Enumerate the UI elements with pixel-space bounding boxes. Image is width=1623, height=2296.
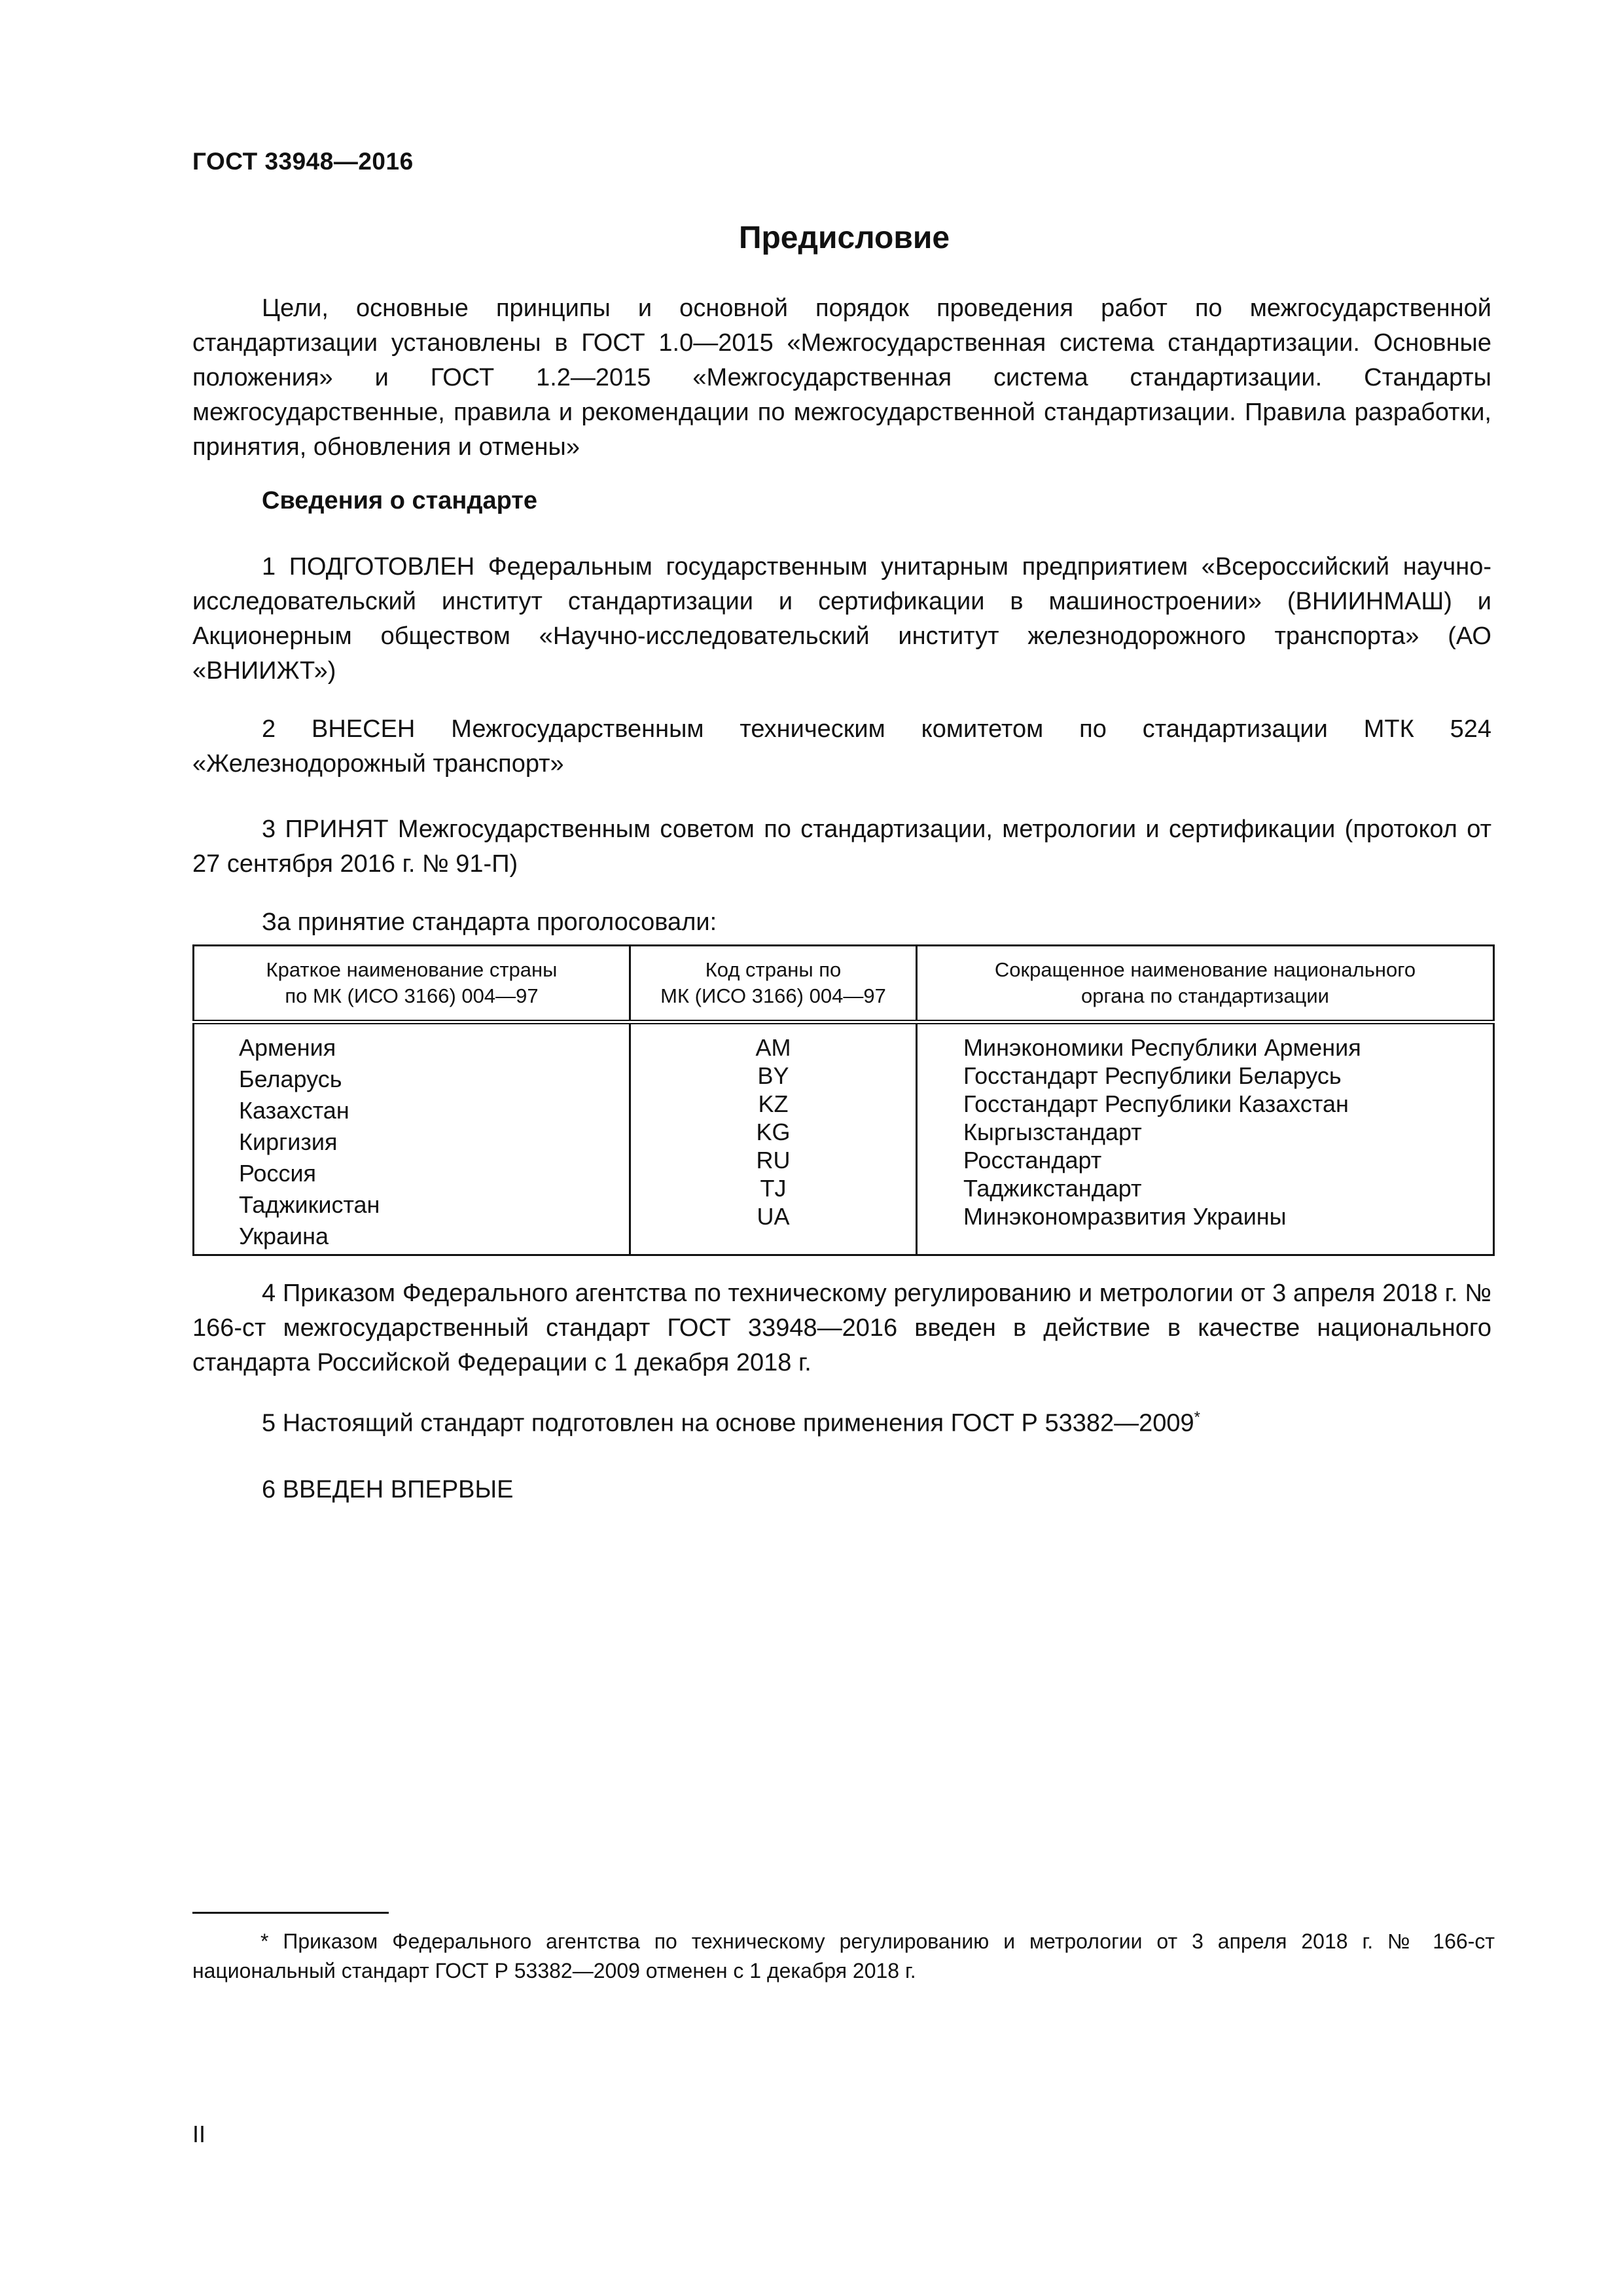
item-5-text: 5 Настоящий стандарт подготовлен на основе применения ГОСТ Р 53382—2009 [262, 1409, 1194, 1437]
section-title: Сведения о стандарте [262, 487, 538, 514]
country-code: RU [756, 1147, 791, 1174]
standards-body: Минэкономразвития Украины [963, 1203, 1287, 1230]
footnote: * Приказом Федерального агентства по техническому регулированию и метрологии от 3 апреля 2018 г. № 166-ст национальный стандарт ГОСТ Р 53382—2009 отменен с 1 декабря 2018 г. [192, 1929, 1495, 1982]
header-body-line2: органа по стандартизации [1081, 984, 1329, 1007]
item-5-paragraph [262, 1408, 1200, 1438]
country-name: Украина [239, 1223, 329, 1249]
page-number: II [192, 2121, 206, 2147]
standards-body: Минэкономики Республики Армения [963, 1034, 1361, 1061]
bodies-cell [917, 1022, 1494, 1255]
item-4-paragraph: 4 Приказом Федерального агентства по техническому регулированию и метрологии от 3 апреля 2018 г. № 166-ст межгосударственный стандарт ГОСТ 33948—2016 введен в действие в качестве национального стандарта Российской Федерации с 1 декабря 2018 г. [192, 1280, 1491, 1376]
header-code-line1: Код страны по [705, 958, 842, 981]
intro-paragraph: Цели, основные принципы и основной порядок проведения работ по межгосударственной стандартизации установлены в ГОСТ 1.0—2015 «Межгосударственная система стандартизации. Основные положения» и ГОСТ 1.2—2015 «Межгосударственная система стандартизации. Стандарты межгосударственные, правила и рекомендации по межгосударственной стандартизации. Правила разработки, принятия, обновления и отмены» [192, 295, 1491, 461]
standards-body: Госстандарт Республики Казахстан [963, 1090, 1349, 1117]
header-code-line2: МК (ИСО 3166) 004—97 [660, 984, 886, 1007]
standards-body: Таджикстандарт [963, 1175, 1142, 1202]
countries-cell [194, 1022, 630, 1255]
codes-cell [630, 1022, 917, 1255]
header-code [630, 946, 917, 1022]
country-code: AM [755, 1034, 791, 1061]
country-code: TJ [760, 1175, 787, 1202]
voting-table [192, 944, 1495, 1256]
country-name: Армения [239, 1034, 336, 1061]
country-name: Киргизия [239, 1128, 338, 1155]
item-3-paragraph: 3 ПРИНЯТ Межгосударственным советом по стандартизации, метрологии и сертификации (протокол от 27 сентября 2016 г. № 91-П) [192, 816, 1491, 878]
item-2-paragraph: 2 ВНЕСЕН Межгосударственным техническим комитетом по стандартизации МТК 524 «Железнодорожный транспорт» [192, 715, 1491, 778]
country-name: Беларусь [239, 1066, 342, 1092]
country-name: Таджикистан [239, 1191, 380, 1218]
standard-designation: ГОСТ 33948—2016 [192, 148, 414, 175]
header-body [917, 946, 1494, 1022]
country-code: BY [757, 1062, 789, 1089]
country-name: Россия [239, 1160, 317, 1187]
standards-body: Кыргызстандарт [963, 1119, 1142, 1145]
standards-body: Росстандарт [963, 1147, 1102, 1174]
standards-body: Госстандарт Республики Беларусь [963, 1062, 1342, 1089]
country-name: Казахстан [239, 1097, 349, 1124]
header-country [194, 946, 630, 1022]
vote-intro: За принятие стандарта проголосовали: [262, 908, 717, 936]
country-code: KZ [758, 1090, 789, 1117]
footnote-marker: * [1194, 1408, 1200, 1426]
header-country-line2: по МК (ИСО 3166) 004—97 [285, 984, 539, 1007]
country-code: KG [756, 1119, 791, 1145]
footnote-divider [192, 1912, 389, 1914]
header-country-line1: Краткое наименование страны [266, 958, 558, 981]
page-title: Предисловие [738, 221, 950, 255]
item-1-paragraph: 1 ПОДГОТОВЛЕН Федеральным государственным унитарным предприятием «Всероссийский научно-исследовательский институт стандартизации и сертификации в машиностроении» (ВНИИНМАШ) и Акционерным обществом «Научно-исследовательский институт железнодорожного транспорта» (АО «ВНИИЖТ») [192, 553, 1491, 685]
item-6-paragraph: 6 ВВЕДЕН ВПЕРВЫЕ [262, 1476, 514, 1503]
header-body-line1: Сокращенное наименование национального [994, 958, 1416, 981]
country-code: UA [757, 1203, 790, 1230]
